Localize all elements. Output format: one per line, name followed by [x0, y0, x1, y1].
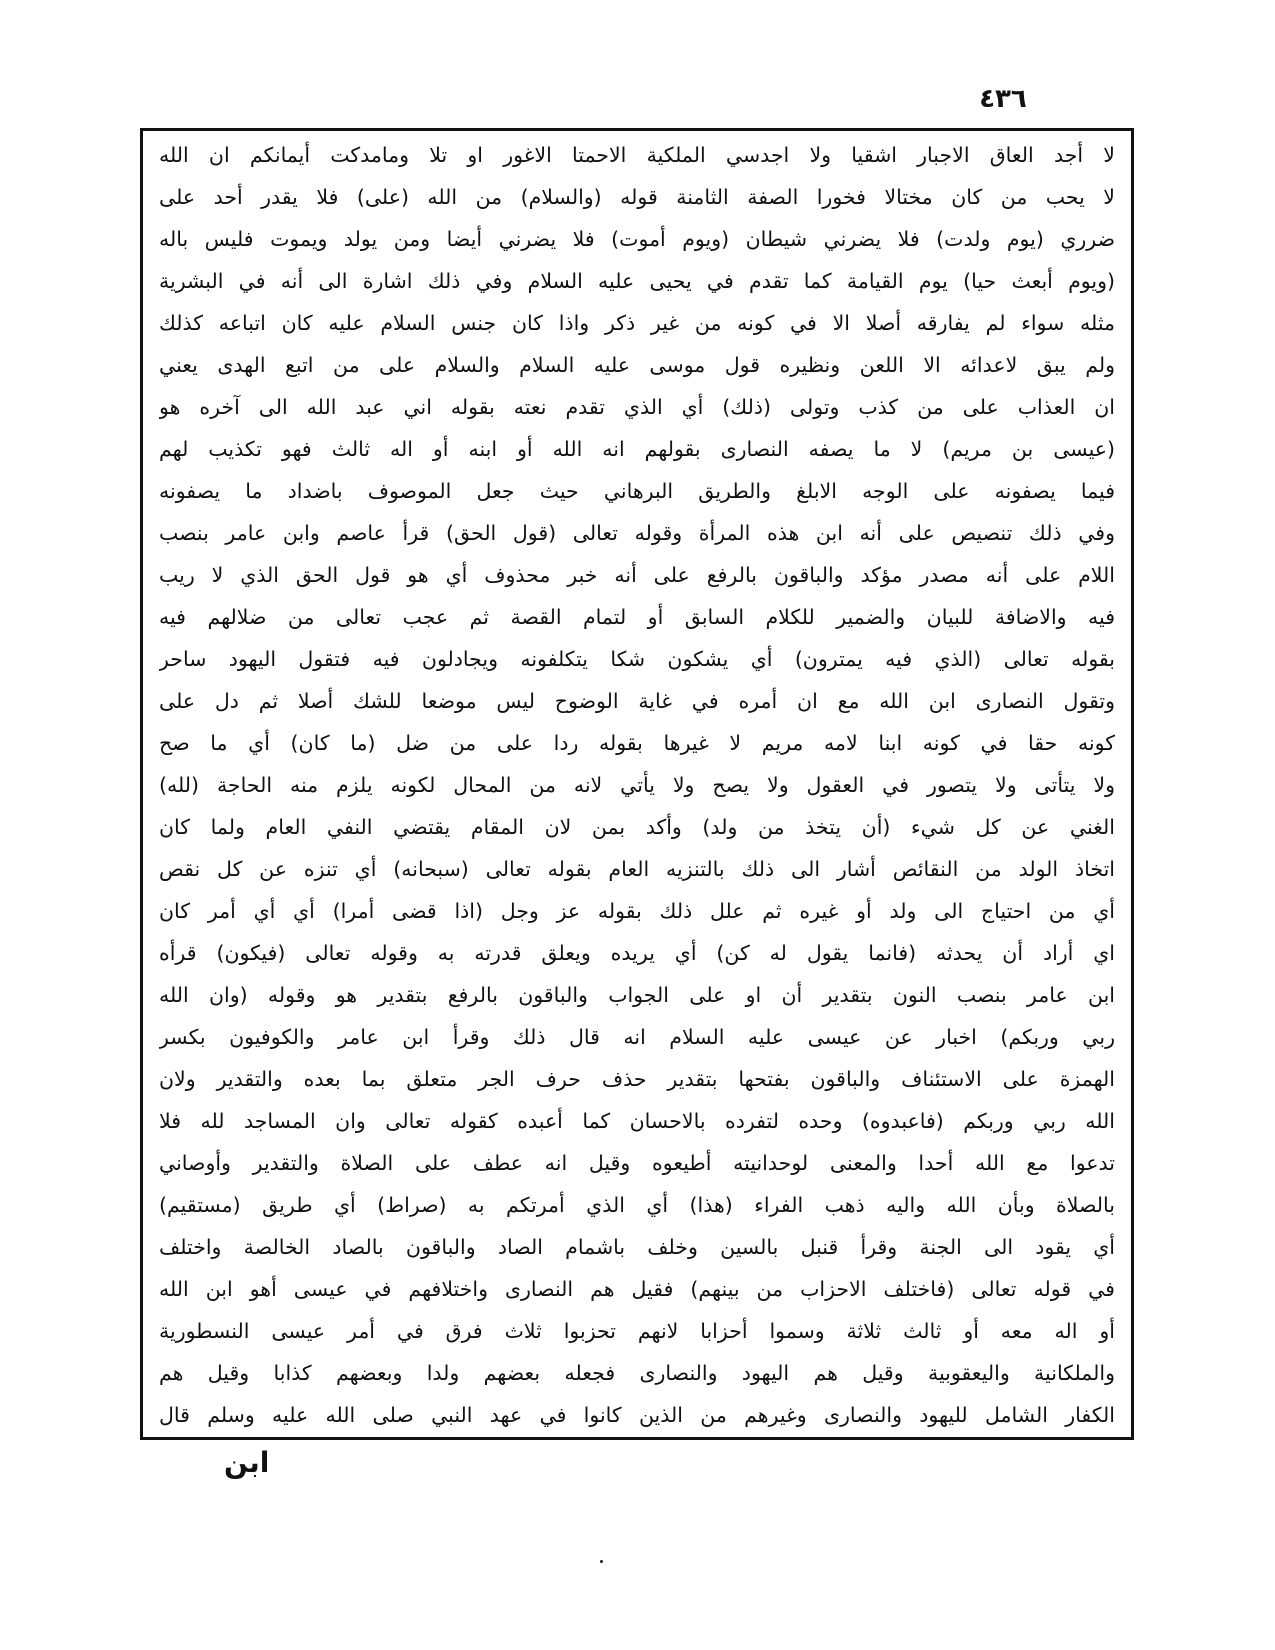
text-line: اتخاذ الولد من النقائص أشار الى ذلك بالتنزيه العام بقوله تعالى (سبحانه) أي تنزه عن كل نقص [159, 857, 1115, 881]
text-line: أي من احتياج الى ولد أو غيره ثم علل ذلك بقوله عز وجل (اذا قضى أمرا) أي أي أمر كان [159, 899, 1115, 923]
text-line: ولم يبق لاعدائه الا اللعن ونظيره قول موسى عليه السلام والسلام على من اتبع الهدى يعني [159, 353, 1115, 377]
scan-speck [600, 1560, 603, 1563]
text-line: (ويوم أبعث حيا) يوم القيامة كما تقدم في يحيى عليه السلام وفي ذلك اشارة الى أنه في البشرية [159, 269, 1115, 293]
text-line: ولا يتأتى ولا يتصور في العقول ولا يصح ولا يأتي لانه من المحال لكونه يلزم منه الحاجة (لله) [159, 773, 1115, 797]
text-line: الكفار الشامل لليهود والنصارى وغيرهم من الذين كانوا في عهد النبي صلى الله عليه وسلم قال [159, 1403, 1115, 1427]
text-line: الغني عن كل شيء (أن يتخذ من ولد) وأكد بمن لان المقام يقتضي النفي العام ولما كان [159, 815, 1115, 839]
text-line: اي أراد أن يحدثه (فانما يقول له كن) أي يريده ويعلق قدرته به وقوله تعالى (فيكون) قرأه [159, 941, 1115, 965]
text-line: وتقول النصارى ابن الله مع ان أمره في غاية الوضوح ليس موضعا للشك أصلا ثم دل على [159, 689, 1115, 713]
text-line: فيما يصفونه على الوجه الابلغ والطريق البرهاني حيث جعل الموصوف باضداد ما يصفونه [159, 479, 1115, 503]
text-line: لا يحب من كان مختالا فخورا الصفة الثامنة قوله (والسلام) من الله (على) فلا يقدر أحد على [159, 185, 1115, 209]
text-line: تدعوا مع الله أحدا والمعنى لوحدانيته أطيعوه وقيل انه عطف على الصلاة والتقدير وأوصاني [159, 1151, 1115, 1175]
text-line: ان العذاب على من كذب وتولى (ذلك) أي الذي تقدم نعته بقوله اني عبد الله الى آخره هو [159, 395, 1115, 419]
catchword: ابن [224, 1446, 270, 1479]
text-line: والملكانية واليعقوبية وقيل هم اليهود والنصارى فجعله بعضهم ولدا وبعضهم كذابا وقيل هم [159, 1361, 1115, 1385]
text-line: لا أجد العاق الاجبار اشقيا ولا اجدسي الملكية الاحمتا الاغور او تلا ومامدكت أيمانكم ان الله [159, 143, 1115, 167]
text-line: (عيسى بن مريم) لا ما يصفه النصارى بقولهم انه الله أو ابنه أو اله ثالث فهو تكذيب لهم [159, 437, 1115, 461]
text-line: اللام على أنه مصدر مؤكد والباقون بالرفع على أنه خبر محذوف أي هو قول الحق الذي لا ريب [159, 563, 1115, 587]
text-line: مثله سواء لم يفارقه أصلا الا في كونه من غير ذكر واذا كان جنس السلام عليه كان اتباعه كذلك [159, 311, 1115, 335]
page-number: ٤٣٦ [979, 84, 1027, 114]
text-line: الله ربي وربكم (فاعبدوه) وحده لتفرده بالاحسان كما أعبده كقوله تعالى وان المساجد لله فلا [159, 1109, 1115, 1133]
text-line: الهمزة على الاستئناف والباقون بفتحها بتقدير حذف حرف الجر متعلق بما بعده والتقدير ولان [159, 1067, 1115, 1091]
text-line: ربي وربكم) اخبار عن عيسى عليه السلام انه قال ذلك وقرأ ابن عامر والكوفيون بكسر [159, 1025, 1115, 1049]
text-line: بقوله تعالى (الذي فيه يمترون) أي يشكون شكا يتكلفونه ويجادلون فيه فتقول اليهود ساحر [159, 647, 1115, 671]
text-line: ابن عامر بنصب النون بتقدير أن او على الجواب والباقون بالرفع بتقدير هو وقوله (وان الله [159, 983, 1115, 1007]
text-line: ضرري (يوم ولدت) فلا يضرني شيطان (ويوم أموت) فلا يضرني أيضا ومن يولد ويموت فليس باله [159, 227, 1115, 251]
text-frame [140, 128, 1134, 1440]
text-line: أو اله معه أو ثالث ثلاثة وسموا أحزابا لانهم تحزبوا ثلاث فرق في أمر عيسى النسطورية [159, 1319, 1115, 1343]
text-line: وفي ذلك تنصيص على أنه ابن هذه المرأة وقوله تعالى (قول الحق) قرأ عاصم وابن عامر بنصب [159, 521, 1115, 545]
text-line: فيه والاضافة للبيان والضمير للكلام السابق أو لتمام القصة ثم عجب تعالى من ضلالهم فيه [159, 605, 1115, 629]
text-line: في قوله تعالى (فاختلف الاحزاب من بينهم) فقيل هم النصارى واختلافهم في عيسى أهو ابن الله [159, 1277, 1115, 1301]
text-line: أي يقود الى الجنة وقرأ قنبل بالسين وخلف باشمام الصاد والباقون بالصاد الخالصة واختلف [159, 1235, 1115, 1259]
text-line: بالصلاة وبأن الله واليه ذهب الفراء (هذا) أي الذي أمرتكم به (صراط) أي طريق (مستقيم) [159, 1193, 1115, 1217]
text-line: كونه حقا في كونه ابنا لامه مريم لا غيرها بقوله ردا على من ضل (ما كان) أي ما صح [159, 731, 1115, 755]
